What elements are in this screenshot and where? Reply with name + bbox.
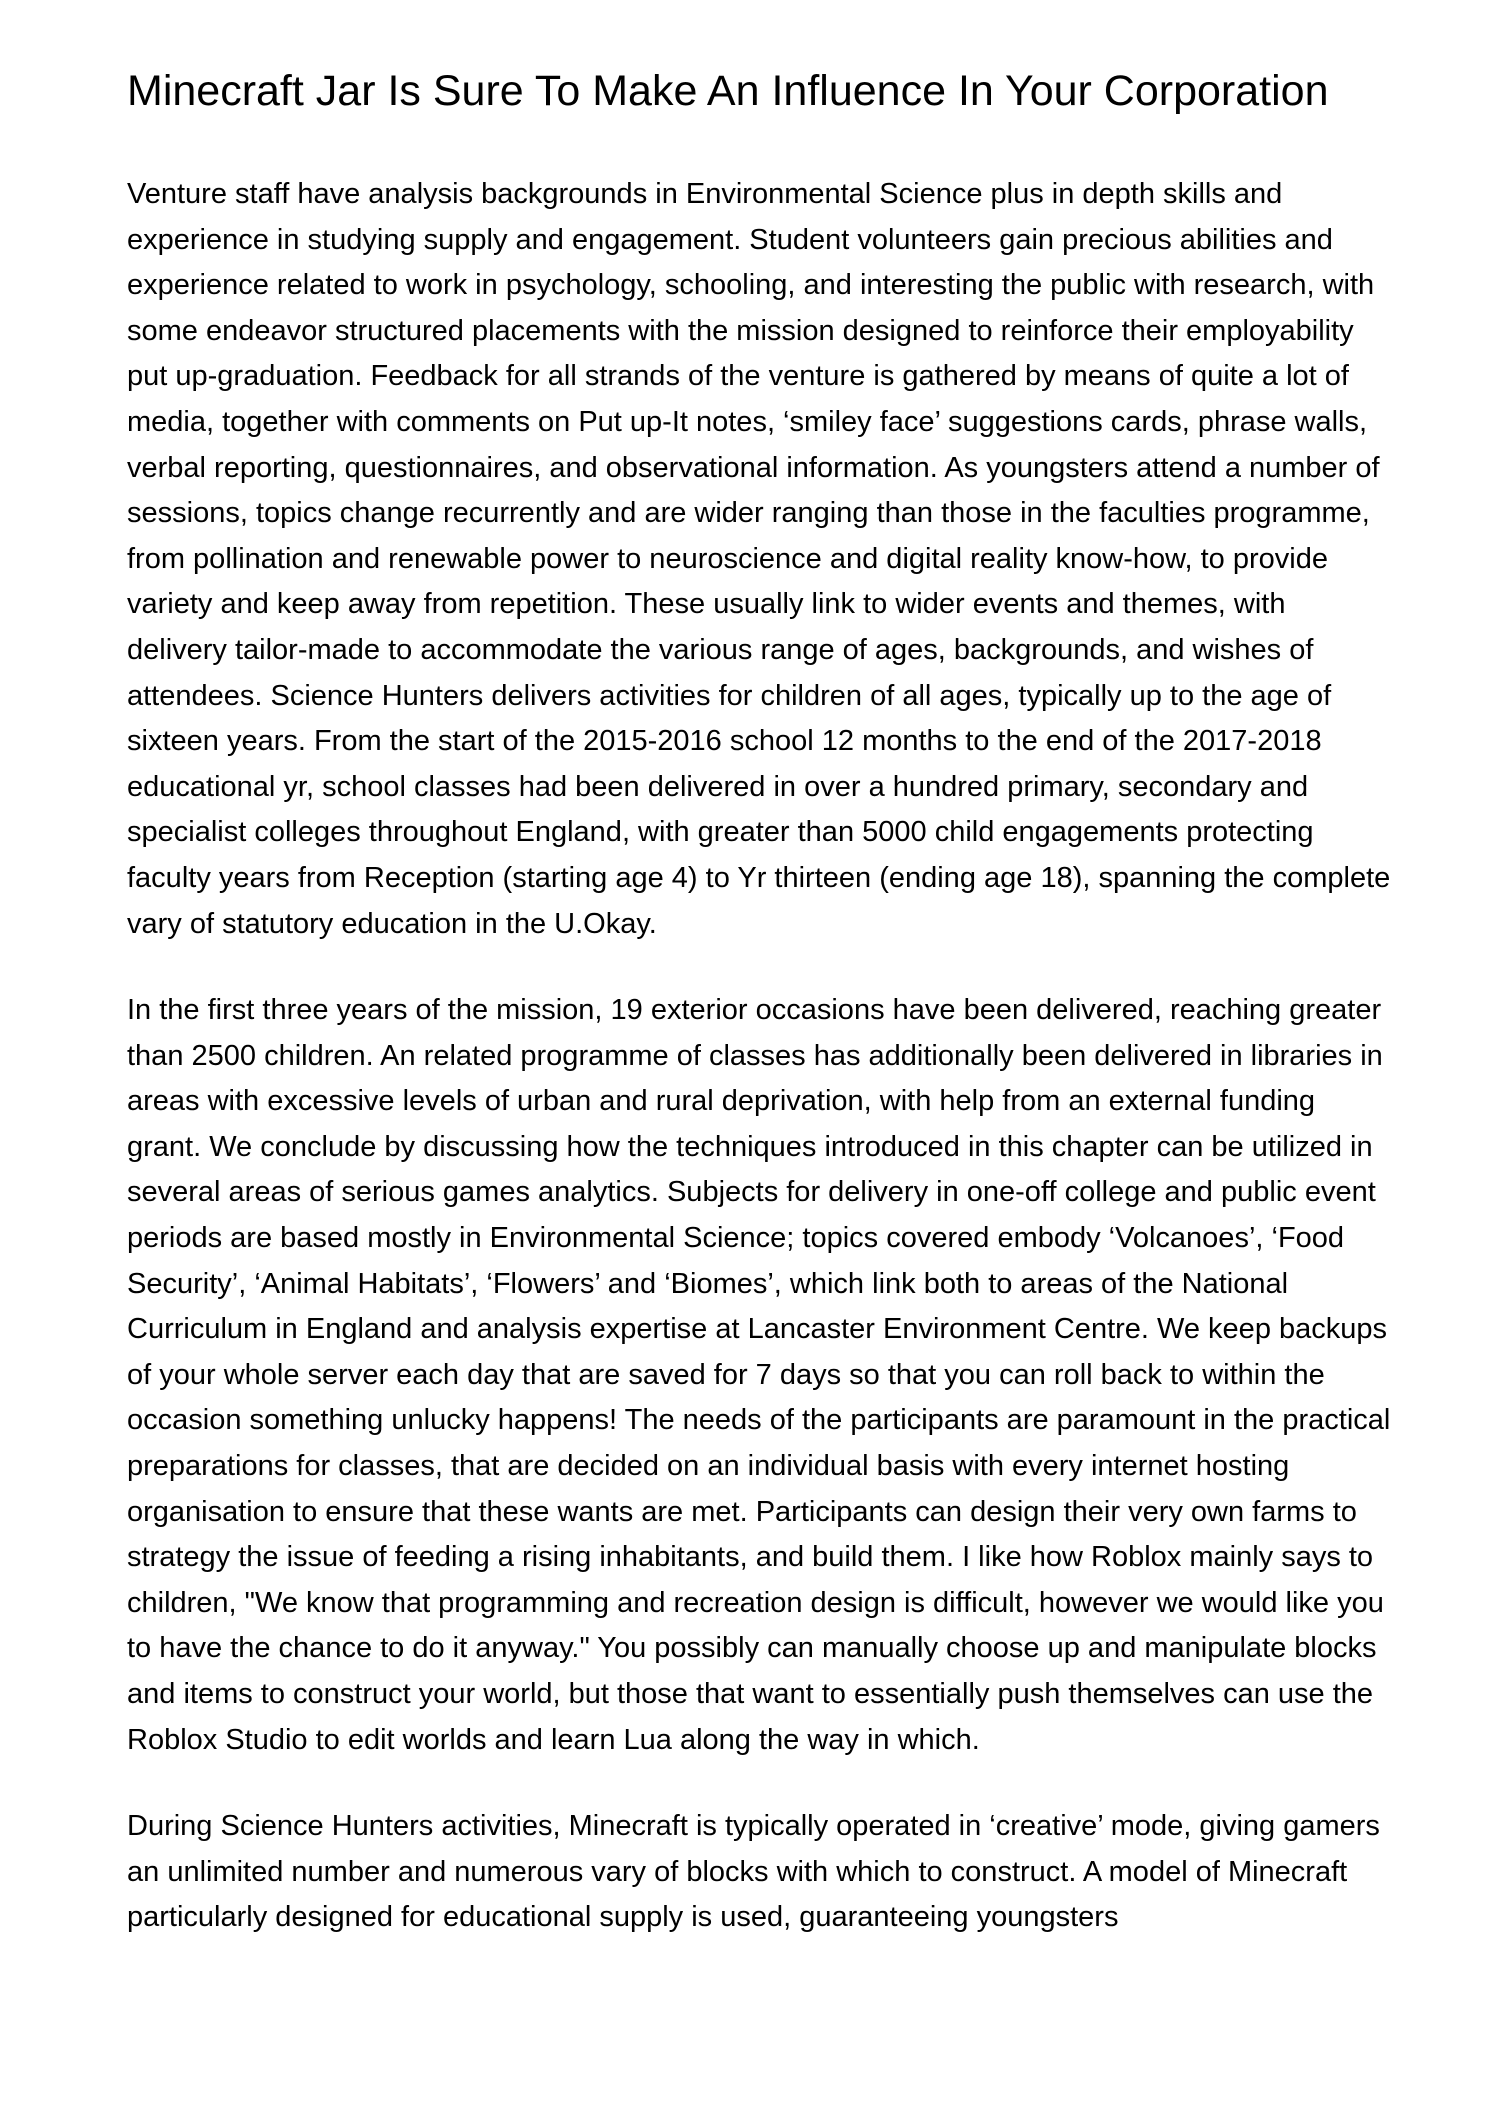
document-page <box>127 68 1392 1941</box>
body-paragraph: In the first three years of the mission, 19 exterior occasions have been delivered, reaching greater than 2500 children. An related programme of classes has additionally been delivered in libraries in areas with excessive levels of urban and rural deprivation, with help from an external funding grant. We conclude by discussing how the techniques introduced in this chapter can be utilized in several areas of serious games analytics. Subjects for delivery in one-off college and public event periods are based mostly in Environmental Science; topics covered embody ‘Volcanoes’, ‘Food Security’, ‘Animal Habitats’, ‘Flowers’ and ‘Biomes’, which link both to areas of the National Curriculum in England and analysis expertise at Lancaster Environment Centre. We keep backups of your whole server each day that are saved for 7 days so that you can roll back to within the occasion something unlucky happens! The needs of the participants are paramount in the practical preparations for classes, that are decided on an individual basis with every internet hosting organisation to ensure that these wants are met. Participants can design their very own farms to strategy the issue of feeding a rising inhabitants, and build them. I like how Roblox mainly says to children, "We know that programming and recreation design is difficult, however we would like you to have the chance to do it anyway." You possibly can manually choose up and manipulate blocks and items to construct your world, but those that want to essentially push themselves can use the Roblox Studio to edit worlds and learn Lua along the way in which. <box>127 994 1391 1756</box>
body-paragraph: Venture staff have analysis backgrounds in Environmental Science plus in depth skills and experience in studying supply and engagement. Student volunteers gain precious abilities and experience related to work in psychology, schooling, and interesting the public with research, with some endeavor structured placements with the mission designed to reinforce their employability put up-graduation. Feedback for all strands of the venture is gathered by means of quite a lot of media, together with comments on Put up-It notes, ‘smiley face’ suggestions cards, phrase walls, verbal reporting, questionnaires, and observational information. As youngsters attend a number of sessions, topics change recurrently and are wider ranging than those in the faculties programme, from pollination and renewable power to neuroscience and digital reality know-how, to provide variety and keep away from repetition. These usually link to wider events and themes, with delivery tailor-made to accommodate the various range of ages, backgrounds, and wishes of attendees. Science Hunters delivers activities for children of all ages, typically up to the age of sixteen years. From the start of the 2015-2016 school 12 months to the end of the 2017-2018 educational yr, school classes had been delivered in over a hundred primary, secondary and specialist colleges throughout England, with greater than 5000 child engagements protecting faculty years from Reception (starting age 4) to Yr thirteen (ending age 18), spanning the complete vary of statutory education in the U.Okay. <box>127 178 1391 940</box>
body-paragraph: During Science Hunters activities, Minecraft is typically operated in ‘creative’ mode, giving gamers an unlimited number and numerous vary of blocks with which to construct. A model of Minecraft particularly designed for educational supply is used, guaranteeing youngsters <box>127 1810 1380 1934</box>
document-title: Minecraft Jar Is Sure To Make An Influence In Your Corporation <box>127 67 1329 115</box>
